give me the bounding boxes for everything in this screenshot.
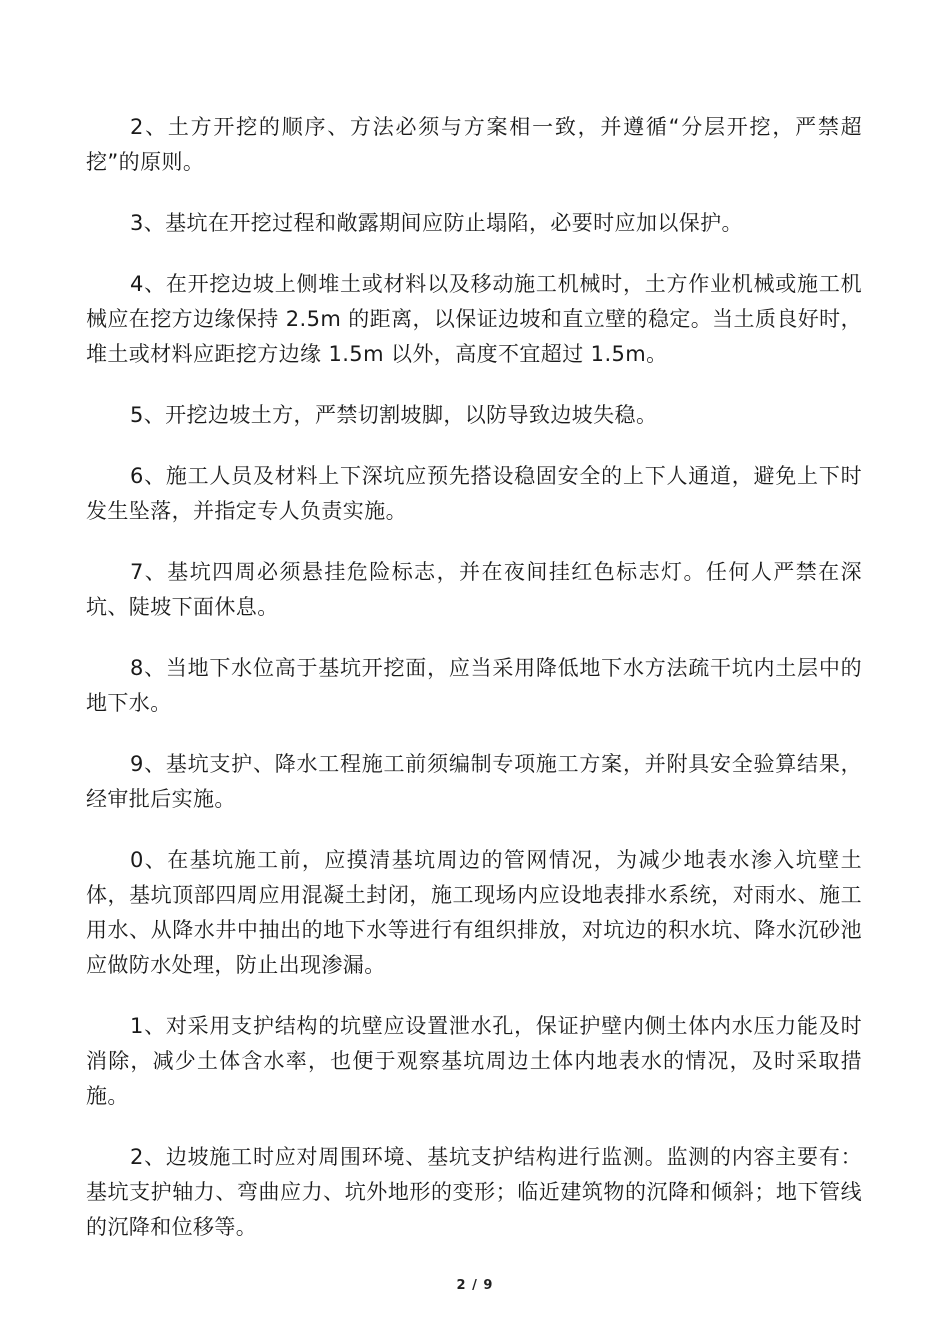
paragraph-item-9: 9、基坑支护、降水工程施工前须编制专项施工方案，并附具安全验算结果，经审批后实施。 [86,752,862,811]
paragraph-item-10: 0、在基坑施工前，应摸清基坑周边的管网情况，为减少地表水渗入坑壁土体，基坑顶部四周应用混凝土封闭，施工现场内应设地表排水系统，对雨水、施工用水、从降水井中抽出的地下水等进行有组织排放，对坑边的积水坑、降水沉砂池应做防水处理，防止出现渗漏。 [86,848,862,977]
paragraph-item-4: 4、在开挖边坡上侧堆土或材料以及移动施工机械时，土方作业机械或施工机械应在挖方边缘保持 2.5m 的距离，以保证边坡和直立壁的稳定。当土质良好时，堆土或材料应距挖方边缘 1.5m 以外，高度不宜超过 1.5m。 [86,272,862,366]
document-body [86,110,862,1271]
paragraph-item-12: 2、边坡施工时应对周围环境、基坑支护结构进行监测。监测的内容主要有：基坑支护轴力、弯曲应力、坑外地形的变形；临近建筑物的沉降和倾斜；地下管线的沉降和位移等。 [86,1145,862,1239]
page-number: 2 / 9 [456,1278,494,1293]
paragraph-item-6: 6、施工人员及材料上下深坑应预先搭设稳固安全的上下人通道，避免上下时发生坠落，并指定专人负责实施。 [86,464,862,523]
paragraph-item-8: 8、当地下水位高于基坑开挖面，应当采用降低地下水方法疏干坑内土层中的地下水。 [86,656,862,715]
paragraph-item-7: 7、基坑四周必须悬挂危险标志，并在夜间挂红色标志灯。任何人严禁在深坑、陡坡下面休息。 [86,560,862,619]
paragraph-item-5: 5、开挖边坡土方，严禁切割坡脚，以防导致边坡失稳。 [130,403,658,427]
paragraph-item-2: 2、土方开挖的顺序、方法必须与方案相一致，并遵循“分层开挖，严禁超挖”的原则。 [86,115,862,174]
paragraph-item-3: 3、基坑在开挖过程和敞露期间应防止塌陷，必要时应加以保护。 [130,211,743,235]
paragraph-item-11: 1、对采用支护结构的坑壁应设置泄水孔，保证护壁内侧土体内水压力能及时消除，减少土体含水率，也便于观察基坑周边土体内地表水的情况，及时采取措施。 [86,1014,862,1108]
